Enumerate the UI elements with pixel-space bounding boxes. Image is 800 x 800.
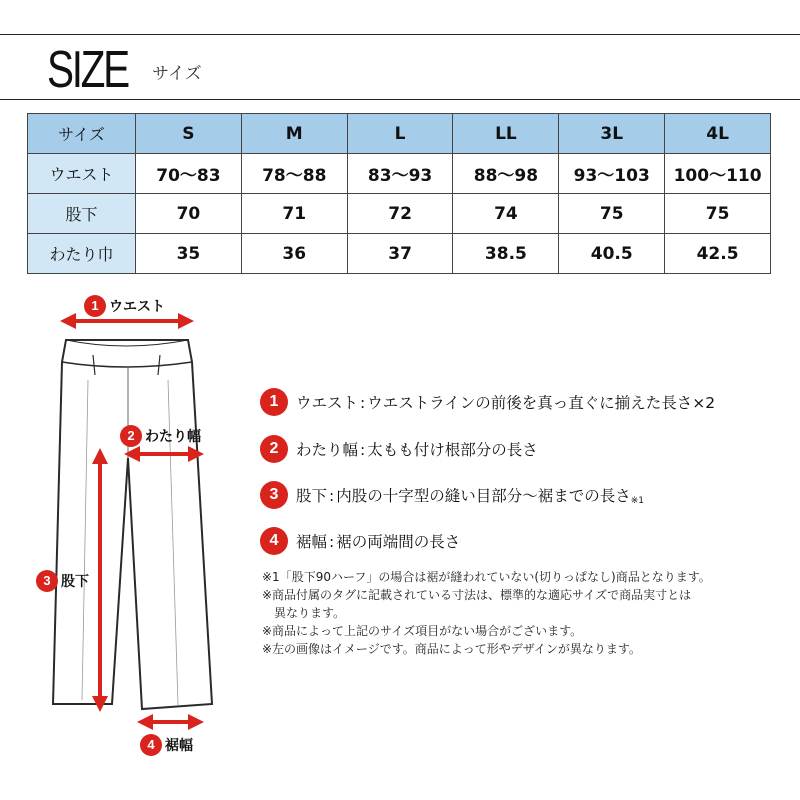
size-col-3l: 3L [559, 114, 665, 154]
size-table-corner: サイズ [28, 114, 136, 154]
number-badge: 4 [140, 734, 162, 756]
diagram-label-waist [84, 295, 165, 317]
diagram-label-text: 裾幅 [165, 738, 193, 754]
table-cell: 93〜103 [559, 154, 665, 194]
table-cell: 70〜83 [136, 154, 242, 194]
legend-desc: 裾の両端間の長さ [336, 533, 461, 551]
diagram-label-inseam [36, 570, 89, 592]
page-title: SIZE [47, 41, 128, 99]
table-cell: 72 [347, 194, 453, 234]
legend-item-hem: 4 裾幅 : 裾の両端間の長さ [260, 527, 460, 555]
table-row-inseam [28, 194, 771, 234]
size-col-s: S [136, 114, 242, 154]
size-col-4l: 4L [665, 114, 771, 154]
pants-outline [53, 340, 212, 709]
diagram-label-text: ウエスト [109, 299, 165, 315]
diagram-label-thigh [120, 425, 201, 447]
table-cell: 70 [136, 194, 242, 234]
size-col-m: M [241, 114, 347, 154]
table-cell: 42.5 [665, 234, 771, 274]
number-badge: 2 [120, 425, 142, 447]
row-label-waist: ウエスト [28, 154, 136, 194]
legend-item-inseam: 3 股下 : 内股の十字型の縫い目部分〜裾までの長さ※1 [260, 481, 644, 509]
table-row-thigh [28, 234, 771, 274]
table-cell: 88〜98 [453, 154, 559, 194]
table-cell: 37 [347, 234, 453, 274]
legend-term: わたり幅 [296, 441, 359, 459]
note-line: 異なります。 [274, 606, 346, 620]
table-cell: 38.5 [453, 234, 559, 274]
note-line: ※商品付属のタグに記載されている寸法は、標準的な適応サイズで商品実寸とは [262, 588, 692, 602]
notes [262, 568, 782, 658]
number-badge: 1 [84, 295, 106, 317]
legend-desc: ウエストラインの前後を真っ直ぐに揃えた長さ×2 [367, 394, 716, 412]
table-row-waist [28, 154, 771, 194]
note-line: ※1「股下90ハーフ」の場合は裾が縫われていない(切りっぱなし)商品となります。 [262, 570, 711, 584]
size-table [27, 113, 771, 274]
table-cell: 40.5 [559, 234, 665, 274]
legend-item-waist: 1 ウエスト : ウエストラインの前後を真っ直ぐに揃えた長さ×2 [260, 388, 715, 416]
table-cell: 75 [665, 194, 771, 234]
size-col-ll: LL [453, 114, 559, 154]
number-badge: 1 [260, 388, 288, 416]
number-badge: 4 [260, 527, 288, 555]
row-label-inseam: 股下 [28, 194, 136, 234]
note-line: ※左の画像はイメージです。商品によって形やデザインが異なります。 [262, 642, 641, 656]
header-top-rule [0, 34, 800, 35]
table-cell: 35 [136, 234, 242, 274]
legend-term: 股下 [296, 487, 328, 505]
table-cell: 36 [241, 234, 347, 274]
size-col-l: L [347, 114, 453, 154]
diagram-label-hem [140, 734, 193, 756]
pants-diagram [0, 285, 260, 765]
number-badge: 2 [260, 435, 288, 463]
row-label-thigh: わたり巾 [28, 234, 136, 274]
table-cell: 74 [453, 194, 559, 234]
table-cell: 78〜88 [241, 154, 347, 194]
legend-item-thigh: 2 わたり幅 : 太もも付け根部分の長さ [260, 435, 538, 463]
number-badge: 3 [260, 481, 288, 509]
legend-term: 裾幅 [296, 533, 328, 551]
legend-desc: 内股の十字型の縫い目部分〜裾までの長さ [336, 487, 631, 505]
table-cell: 71 [241, 194, 347, 234]
legend-footnote-ref: ※1 [630, 496, 645, 506]
table-cell: 75 [559, 194, 665, 234]
header-bottom-rule [0, 99, 800, 100]
legend-desc: 太もも付け根部分の長さ [367, 441, 538, 459]
note-line: ※商品によって上記のサイズ項目がない場合がございます。 [262, 624, 583, 638]
page-subtitle: サイズ [152, 64, 202, 84]
number-badge: 3 [36, 570, 58, 592]
table-cell: 100〜110 [665, 154, 771, 194]
diagram-label-text: わたり幅 [145, 429, 201, 445]
diagram-label-text: 股下 [61, 574, 89, 590]
table-cell: 83〜93 [347, 154, 453, 194]
legend-term: ウエスト [296, 394, 359, 412]
size-table-header-row [28, 114, 771, 154]
